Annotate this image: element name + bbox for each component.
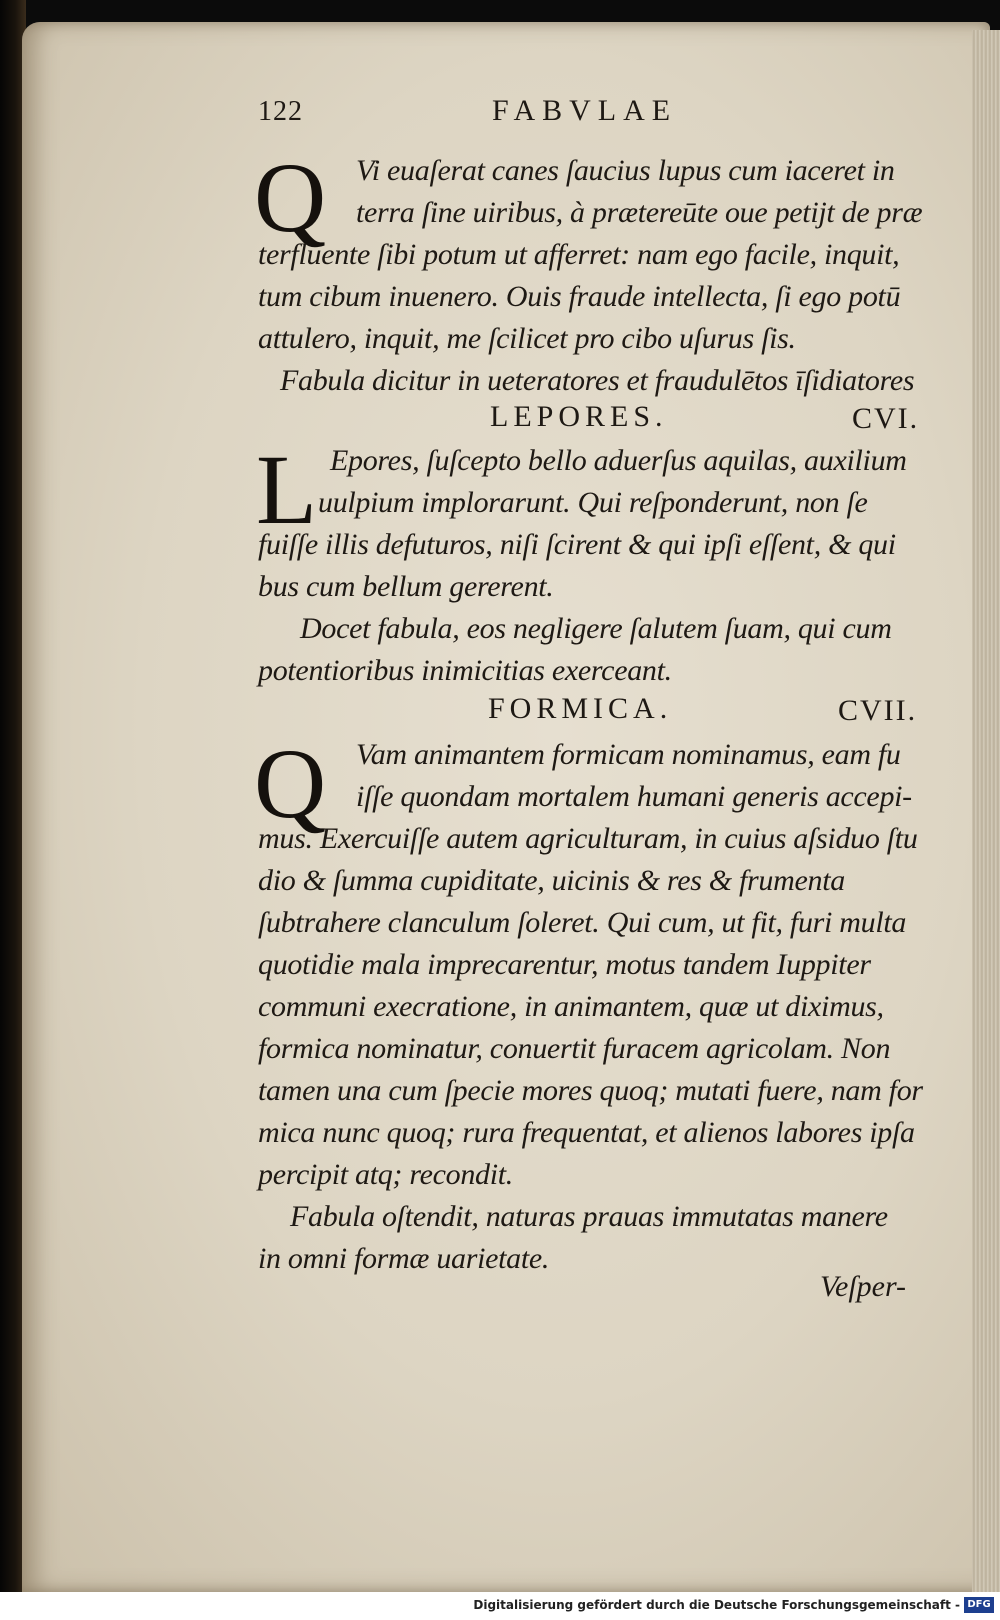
- fable-3-line: mica nunc quoq; rura frequentat, et alienos labores ipſa: [258, 1116, 915, 1149]
- digitization-footer: [0, 1592, 1000, 1620]
- fable-3-numeral: CVII.: [838, 694, 918, 727]
- fable-3-title: FORMICA.: [488, 692, 673, 725]
- fable-2-line: uulpium implorarunt. Qui reſponderunt, non ſe: [318, 486, 868, 519]
- dfg-logo: DFG: [964, 1597, 994, 1613]
- page-number: 122: [258, 96, 303, 127]
- fable-2-line: fuiſſe illis defuturos, niſi ſcirent & qui ipſi eſſent, & qui: [258, 528, 896, 561]
- fable-2-moral: Docet fabula, eos negligere ſalutem ſuam, qui cum: [300, 612, 892, 645]
- page-stack-edge: [972, 30, 1000, 1592]
- dropcap-fable-2: L: [256, 434, 318, 545]
- fable-3-line: Vam animantem formicam nominamus, eam fu: [356, 738, 901, 771]
- catchword: Veſper-: [820, 1270, 907, 1303]
- fable-2-moral: potentioribus inimicitias exerceant.: [258, 654, 672, 687]
- fable-3-moral: Fabula oſtendit, naturas prauas immutatas manere: [290, 1200, 888, 1233]
- fable-3-line: mus. Exercuiſſe autem agriculturam, in cuius aſsiduo ſtu: [258, 822, 918, 855]
- running-title: FABVLAE: [492, 94, 678, 127]
- footer-credit: Digitalisierung gefördert durch die Deutsche Forschungsgemeinschaft -: [473, 1598, 960, 1612]
- fable-2-numeral: CVI.: [852, 402, 920, 435]
- fable-3-line: tamen una cum ſpecie mores quoq; mutati fuere, nam for: [258, 1074, 923, 1107]
- fable-1-line: terra ſine uiribus, à prætereūte oue petijt de præ: [356, 196, 923, 229]
- fable-3-moral: in omni formæ uarietate.: [258, 1242, 550, 1275]
- fable-3-line: formica nominatur, conuertit furacem agricolam. Non: [258, 1032, 891, 1065]
- fable-3-line: dio & ſumma cupiditate, uicinis & res & frumenta: [258, 864, 845, 897]
- fable-3-line: iſſe quondam mortalem humani generis accepi-: [356, 780, 912, 813]
- fable-3-line: ſubtrahere clanculum ſoleret. Qui cum, ut fit, furi multa: [258, 906, 907, 939]
- fable-1-line: tum cibum inuenero. Ouis fraude intellecta, ſi ego potū: [258, 280, 901, 313]
- dropcap-fable-3: Q: [254, 728, 327, 839]
- dropcap-fable-1: Q: [254, 142, 327, 253]
- fable-1-line: attulero, inquit, me ſcilicet pro cibo uſurus ſis.: [258, 322, 796, 355]
- fable-1-line: Vi euaſerat canes ſaucius lupus cum iaceret in: [356, 154, 895, 187]
- fable-1-line: terfluente ſibi potum ut afferret: nam ego facile, inquit,: [258, 238, 900, 271]
- fable-3-line: percipit atq; recondit.: [258, 1158, 513, 1191]
- fable-2-line: bus cum bellum gererent.: [258, 570, 554, 603]
- fable-3-line: quotidie mala imprecarentur, motus tandem Iuppiter: [258, 948, 871, 981]
- fable-2-title: LEPORES.: [490, 400, 668, 433]
- fable-2-line: Epores, ſuſcepto bello aduerſus aquilas, auxilium: [330, 444, 907, 477]
- fable-3-line: communi execratione, in animantem, quæ ut diximus,: [258, 990, 884, 1023]
- fable-1-moral: Fabula dicitur in ueteratores et fraudulētos īſidiatores: [280, 364, 915, 397]
